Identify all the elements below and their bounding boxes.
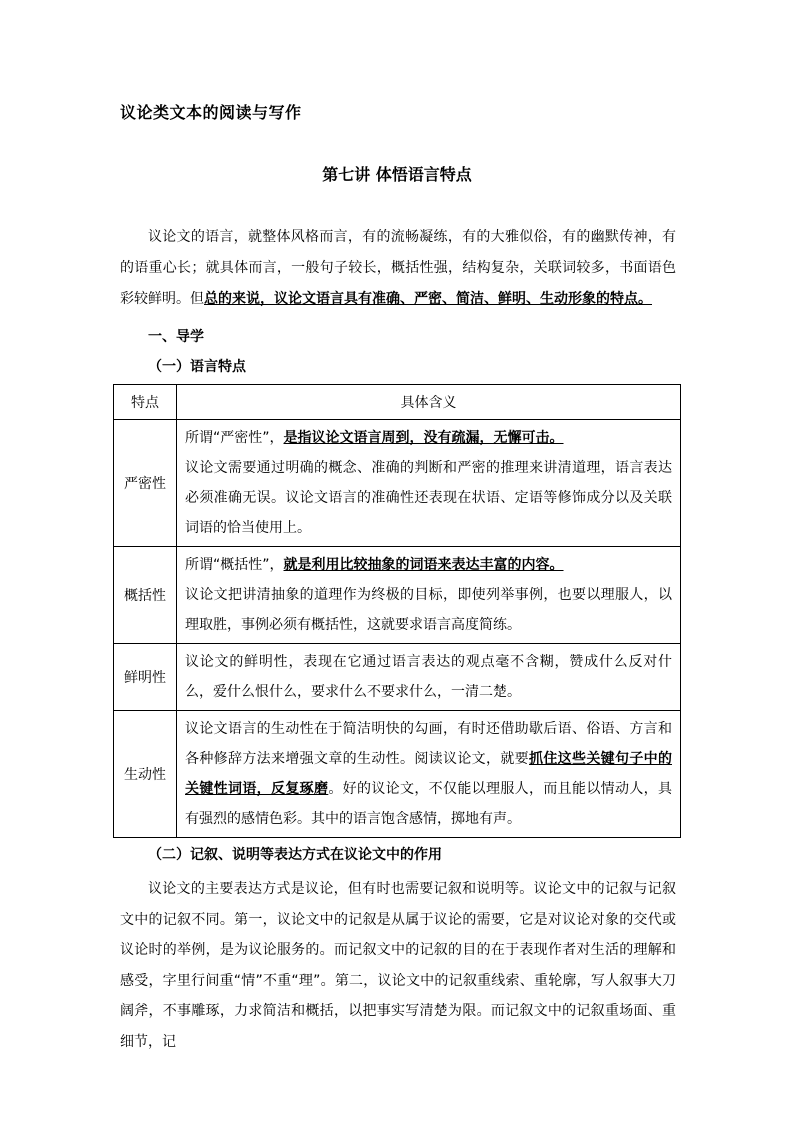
- section-heading-guide: 一、导学: [148, 329, 204, 345]
- feature-description: [177, 711, 681, 838]
- table-row: [114, 711, 681, 838]
- feature-lead: 所谓“严密性”，: [185, 430, 284, 446]
- feature-name: 概括性: [114, 547, 177, 644]
- feature-description: [177, 547, 681, 644]
- feature-body: 议论文语言的生动性在于简洁明快的勾画，有时还借助歇后语、俗语、方言和各种修辞方法来增强文章的生动性。阅读议论文，就要: [185, 721, 672, 767]
- language-features-table: [113, 384, 681, 838]
- table-header-row: [114, 385, 681, 420]
- feature-tail: 。好的议论文，不仅能以理服人，而且能以情动人，具有强烈的感情色彩。其中的语言饱含感情，掷地有声。: [185, 781, 673, 827]
- document-header-title: 议论类文本的阅读与写作: [120, 103, 302, 122]
- feature-name: 严密性: [114, 420, 177, 547]
- lesson-title: 第七讲 体悟语言特点: [322, 165, 472, 184]
- subsection-heading-expression-modes: （二）记叙、说明等表达方式在议论文中的作用: [148, 847, 442, 863]
- feature-name: 鲜明性: [114, 644, 177, 711]
- intro-text: 议论文的语言，就整体风格而言，有的流畅凝练，有的大雅似俗，有的幽默传神，有的语重心长；就具体而言，一般句子较长，概括性强，结构复杂，关联词较多，书面语色彩较鲜明。但: [120, 229, 676, 307]
- table-header-feature: 特点: [114, 385, 177, 420]
- subsection-heading-language-features: （一）语言特点: [148, 359, 246, 375]
- feature-emphasis: 是指议论文语言周到，没有疏漏，无懈可击。: [283, 430, 564, 446]
- feature-body: 议论文把讲清抽象的道理作为终极的目标，即使列举事例，也要以理服人，以理取胜，事例必须有概括性，这就要求语言高度简练。: [185, 587, 672, 633]
- table-header-meaning: 具体含义: [177, 385, 681, 420]
- table-row: [114, 420, 681, 547]
- body-paragraph: 议论文的主要表达方式是议论，但有时也需要记叙和说明等。议论文中的记叙与记叙文中的记叙不同。第一，议论文中的记叙是从属于议论的需要，它是对议论对象的交代或议论时的举例，是为议论服务的。而记叙文中的记叙的目的在于表现作者对生活的理解和感受，字里行间重“情”不重“理”。第二，议论文中的记叙重线索、重轮廓，写人叙事大刀阔斧，不事雕琢，力求简洁和概括，以把事实写清楚为限。而记叙文中的记叙重场面、重细节，记: [120, 881, 676, 1050]
- table-row: [114, 547, 681, 644]
- table-row: [114, 644, 681, 711]
- feature-lead: 所谓“概括性”，: [185, 557, 284, 573]
- feature-emphasis: 就是利用比较抽象的词语来表达丰富的内容。: [283, 557, 564, 573]
- feature-emphasis: 抓住这些关键句子中的关键性词语，反复琢磨: [185, 751, 672, 797]
- feature-body: 议论文的鲜明性，表现在它通过语言表达的观点毫不含糊，赞成什么反对什么，爱什么恨什么，要求什么不要求什么，一清二楚。: [185, 654, 672, 700]
- intro-emphasis: 总的来说，议论文语言具有准确、严密、简洁、鲜明、生动形象的特点。: [204, 291, 652, 307]
- feature-name: 生动性: [114, 711, 177, 838]
- feature-description: [177, 644, 681, 711]
- feature-description: [177, 420, 681, 547]
- feature-body: 议论文需要通过明确的概念、准确的判断和严密的推理来讲清道理，语言表达必须准确无误。议论文语言的准确性还表现在状语、定语等修饰成分以及关联词语的恰当使用上。: [185, 460, 672, 536]
- intro-paragraph: [120, 222, 676, 315]
